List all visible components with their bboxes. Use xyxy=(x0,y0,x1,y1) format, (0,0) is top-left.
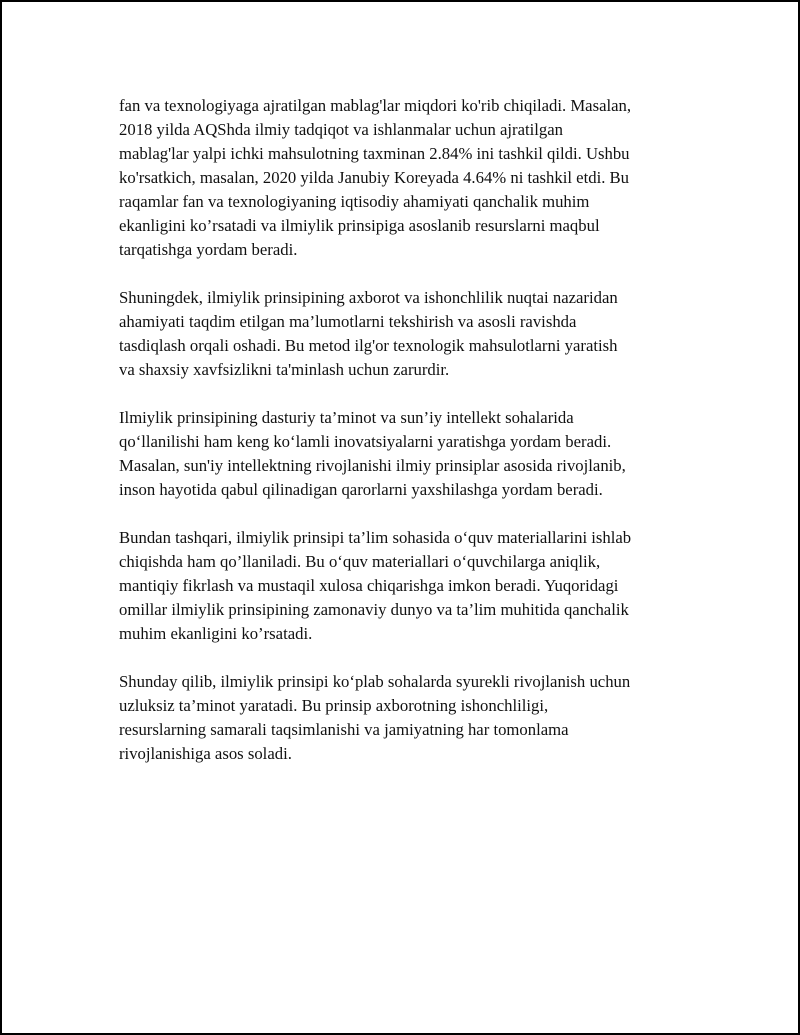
text-line: fan va texnologiyaga ajratilgan mablag'lar miqdori ko'rib chiqiladi. Masalan, xyxy=(119,96,632,115)
text-line: Shunday qilib, ilmiylik prinsipi ko‘plab sohalarda syurekli rivojlanish uchun xyxy=(119,672,631,691)
paragraph-5 xyxy=(119,670,689,766)
text-line: tasdiqlash orqali oshadi. Bu metod ilg'or texnologik mahsulotlarni yaratish xyxy=(119,336,618,355)
text-line: uzluksiz ta’minot yaratadi. Bu prinsip axborotning ishonchliligi, xyxy=(119,696,549,715)
text-line: omillar ilmiylik prinsipining zamonaviy dunyo va ta’lim muhitida qanchalik xyxy=(119,600,629,619)
document-body xyxy=(119,94,689,790)
text-line: Shuningdek, ilmiylik prinsipining axborot va ishonchlilik nuqtai nazaridan xyxy=(119,288,618,307)
text-line: 2018 yilda AQShda ilmiy tadqiqot va ishlanmalar uchun ajratilgan xyxy=(119,120,563,139)
paragraph-2 xyxy=(119,286,689,382)
text-line: chiqishda ham qo’llaniladi. Bu o‘quv materiallari o‘quvchilarga aniqlik, xyxy=(119,552,601,571)
text-line: inson hayotida qabul qilinadigan qarorlarni yaxshilashga yordam beradi. xyxy=(119,480,603,499)
text-line: qo‘llanilishi ham keng ko‘lamli inovatsiyalarni yaratishga yordam beradi. xyxy=(119,432,612,451)
text-line: resurslarning samarali taqsimlanishi va jamiyatning har tomonlama xyxy=(119,720,569,739)
text-line: mantiqiy fikrlash va mustaqil xulosa chiqarishga imkon beradi. Yuqoridagi xyxy=(119,576,619,595)
paragraph-4 xyxy=(119,526,689,646)
text-line: va shaxsiy xavfsizlikni ta'minlash uchun zarurdir. xyxy=(119,360,450,379)
text-line: raqamlar fan va texnologiyaning iqtisodiy ahamiyati qanchalik muhim xyxy=(119,192,590,211)
paragraph-1 xyxy=(119,94,689,262)
text-line: ahamiyati taqdim etilgan ma’lumotlarni tekshirish va asosli ravishda xyxy=(119,312,577,331)
text-line: Ilmiylik prinsipining dasturiy ta’minot va sun’iy intellekt sohalarida xyxy=(119,408,574,427)
text-line: ekanligini ko’rsatadi va ilmiylik prinsipiga asoslanib resurslarni maqbul xyxy=(119,216,600,235)
text-line: mablag'lar yalpi ichki mahsulotning taxminan 2.84% ini tashkil qildi. Ushbu xyxy=(119,144,630,163)
text-line: muhim ekanligini ko’rsatadi. xyxy=(119,624,313,643)
text-line: rivojlanishiga asos soladi. xyxy=(119,744,292,763)
text-line: tarqatishga yordam beradi. xyxy=(119,240,298,259)
text-line: Bundan tashqari, ilmiylik prinsipi ta’lim sohasida o‘quv materiallarini ishlab xyxy=(119,528,632,547)
text-line: Masalan, sun'iy intellektning rivojlanishi ilmiy prinsiplar asosida rivojlanib, xyxy=(119,456,626,475)
text-line: ko'rsatkich, masalan, 2020 yilda Janubiy Koreyada 4.64% ni tashkil etdi. Bu xyxy=(119,168,630,187)
paragraph-3 xyxy=(119,406,689,502)
